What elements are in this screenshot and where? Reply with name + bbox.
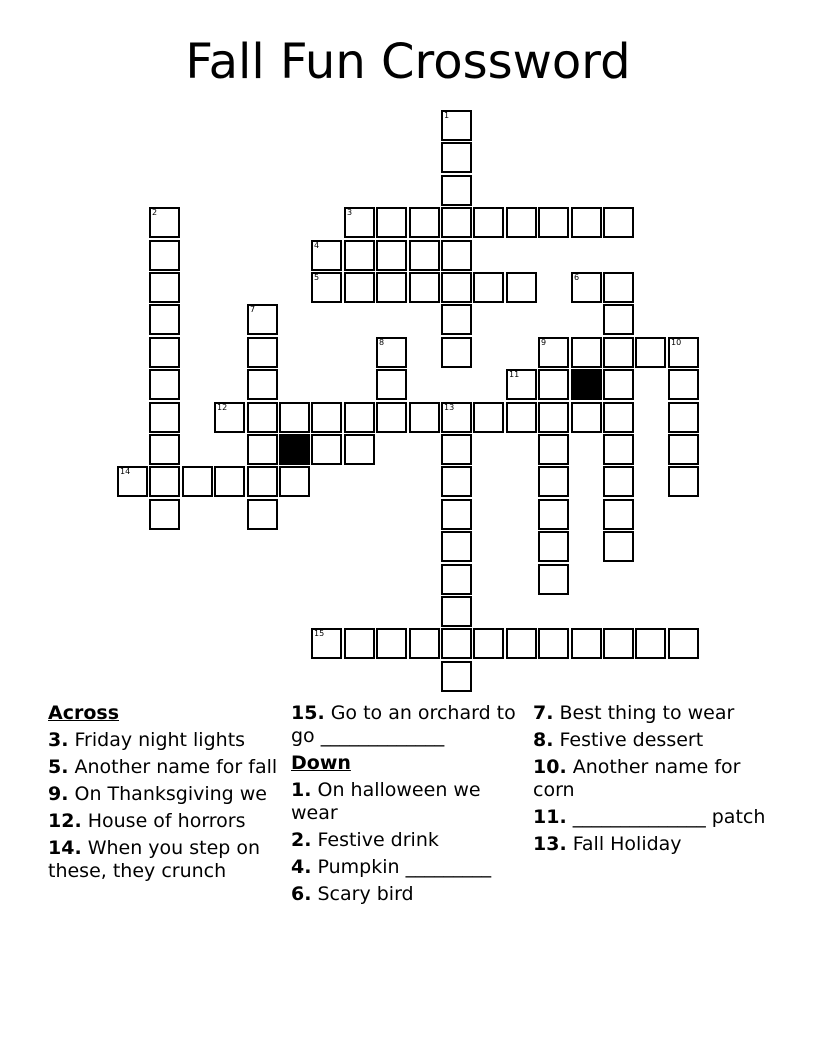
- clue-section-heading: Across: [48, 702, 120, 724]
- grid-cell[interactable]: [473, 402, 504, 433]
- grid-cell[interactable]: [603, 499, 634, 530]
- grid-cell[interactable]: [441, 337, 472, 368]
- grid-cell[interactable]: [117, 466, 148, 497]
- clue-item: [48, 810, 284, 833]
- grid-cell[interactable]: [344, 434, 375, 465]
- clue-item-text: Friday night lights: [68, 729, 246, 751]
- clue-number: 6: [574, 273, 580, 282]
- clue-item-text: Go to an orchard to go _____________: [291, 702, 516, 747]
- grid-cell[interactable]: [571, 628, 602, 659]
- grid-cell[interactable]: [149, 466, 180, 497]
- grid-cell[interactable]: [149, 337, 180, 368]
- grid-cell[interactable]: [473, 628, 504, 659]
- clue-item-text: Fall Holiday: [566, 833, 682, 855]
- clue-item: [291, 829, 527, 852]
- clues-column-1: [48, 702, 284, 887]
- grid-cell[interactable]: [409, 402, 440, 433]
- grid-cell[interactable]: [473, 207, 504, 238]
- grid-cell[interactable]: [635, 337, 666, 368]
- clue-item-number: 3.: [48, 729, 69, 751]
- grid-cell[interactable]: [668, 402, 699, 433]
- grid-cell[interactable]: [538, 337, 569, 368]
- clue-item: [291, 856, 527, 879]
- grid-cell[interactable]: [149, 207, 180, 238]
- grid-cell[interactable]: [247, 337, 278, 368]
- grid-cell[interactable]: [344, 207, 375, 238]
- grid-cell[interactable]: [538, 466, 569, 497]
- grid-cell[interactable]: [344, 628, 375, 659]
- clues-column-3: [533, 702, 769, 860]
- clue-item-text: House of horrors: [81, 810, 246, 832]
- grid-cell[interactable]: [571, 337, 602, 368]
- clue-number: 11: [509, 370, 520, 379]
- grid-cell[interactable]: [149, 434, 180, 465]
- clue-item-text: When you step on these, they crunch: [48, 837, 261, 882]
- clue-item-number: 15.: [291, 702, 325, 724]
- clue-item-number: 9.: [48, 783, 69, 805]
- grid-cell[interactable]: [279, 466, 310, 497]
- clue-number: 1: [444, 111, 450, 120]
- clue-item: [533, 702, 769, 725]
- grid-cell[interactable]: [441, 175, 472, 206]
- clue-item-number: 6.: [291, 883, 312, 905]
- page-title: Fall Fun Crossword: [185, 34, 631, 90]
- black-square: [279, 434, 310, 465]
- grid-cell[interactable]: [311, 434, 342, 465]
- grid-cell[interactable]: [409, 207, 440, 238]
- clue-item-text: Pumpkin _________: [311, 856, 492, 878]
- clue-item-number: 4.: [291, 856, 312, 878]
- grid-cell[interactable]: [603, 369, 634, 400]
- grid-cell[interactable]: [441, 304, 472, 335]
- clue-item-number: 10.: [533, 756, 567, 778]
- grid-cell[interactable]: [149, 304, 180, 335]
- grid-cell[interactable]: [603, 434, 634, 465]
- clue-item-number: 5.: [48, 756, 69, 778]
- grid-cell[interactable]: [506, 207, 537, 238]
- grid-cell[interactable]: [538, 499, 569, 530]
- grid-cell[interactable]: [538, 434, 569, 465]
- clue-item-text: Scary bird: [311, 883, 414, 905]
- grid-cell[interactable]: [441, 240, 472, 271]
- clue-number: 5: [314, 273, 320, 282]
- grid-cell[interactable]: [441, 272, 472, 303]
- clue-item: [48, 729, 284, 752]
- clue-item-text: On halloween we wear: [291, 779, 481, 824]
- grid-cell[interactable]: [668, 369, 699, 400]
- clue-item-number: 12.: [48, 810, 82, 832]
- clue-item-text: ______________ patch: [566, 806, 766, 828]
- grid-cell[interactable]: [376, 369, 407, 400]
- grid-cell[interactable]: [247, 304, 278, 335]
- grid-cell[interactable]: [247, 402, 278, 433]
- grid-cell[interactable]: [376, 628, 407, 659]
- grid-cell[interactable]: [441, 207, 472, 238]
- clue-item-text: Festive drink: [311, 829, 439, 851]
- clue-item: [291, 779, 527, 825]
- clue-number: 4: [314, 241, 320, 250]
- grid-cell[interactable]: [409, 240, 440, 271]
- clue-number: 8: [379, 338, 385, 347]
- grid-cell[interactable]: [603, 402, 634, 433]
- grid-cell[interactable]: [603, 207, 634, 238]
- grid-cell[interactable]: [311, 240, 342, 271]
- grid-cell[interactable]: [149, 240, 180, 271]
- grid-cell[interactable]: [441, 661, 472, 692]
- grid-cell[interactable]: [441, 628, 472, 659]
- clue-item: [533, 729, 769, 752]
- grid-cell[interactable]: [441, 596, 472, 627]
- grid-cell[interactable]: [376, 272, 407, 303]
- clue-item: [48, 837, 284, 883]
- grid-cell[interactable]: [668, 466, 699, 497]
- clue-item-text: Another name for fall: [68, 756, 278, 778]
- clue-item: [533, 833, 769, 856]
- grid-cell[interactable]: [182, 466, 213, 497]
- clue-item-number: 14.: [48, 837, 82, 859]
- clue-item: [48, 756, 284, 779]
- clue-item-number: 1.: [291, 779, 312, 801]
- grid-cell[interactable]: [149, 272, 180, 303]
- clue-item-text: On Thanksgiving we: [68, 783, 267, 805]
- grid-cell[interactable]: [279, 402, 310, 433]
- grid-cell[interactable]: [214, 402, 245, 433]
- grid-cell[interactable]: [571, 207, 602, 238]
- grid-cell[interactable]: [376, 240, 407, 271]
- grid-cell[interactable]: [376, 402, 407, 433]
- clue-number: 9: [541, 338, 547, 347]
- clue-number: 15: [314, 629, 325, 638]
- clue-section-heading: Down: [291, 752, 351, 774]
- grid-cell[interactable]: [473, 272, 504, 303]
- clue-item: [48, 783, 284, 806]
- clue-number: 7: [250, 305, 256, 314]
- grid-cell[interactable]: [441, 531, 472, 562]
- clue-item: [291, 702, 527, 748]
- grid-cell[interactable]: [538, 531, 569, 562]
- grid-cell[interactable]: [441, 402, 472, 433]
- clue-number: 12: [217, 403, 228, 412]
- clue-number: 10: [671, 338, 682, 347]
- grid-cell[interactable]: [214, 466, 245, 497]
- clue-number: 2: [152, 208, 158, 217]
- black-square: [571, 369, 602, 400]
- grid-cell[interactable]: [311, 272, 342, 303]
- clue-item: [533, 756, 769, 802]
- grid-cell[interactable]: [247, 466, 278, 497]
- grid-cell[interactable]: [344, 240, 375, 271]
- clue-item-number: 11.: [533, 806, 567, 828]
- clue-item-text: Best thing to wear: [553, 702, 735, 724]
- grid-cell[interactable]: [344, 272, 375, 303]
- clue-item-number: 8.: [533, 729, 554, 751]
- grid-cell[interactable]: [635, 628, 666, 659]
- grid-cell[interactable]: [311, 628, 342, 659]
- grid-cell[interactable]: [571, 272, 602, 303]
- grid-cell[interactable]: [603, 531, 634, 562]
- grid-cell[interactable]: [149, 369, 180, 400]
- grid-cell[interactable]: [311, 402, 342, 433]
- grid-cell[interactable]: [247, 434, 278, 465]
- grid-cell[interactable]: [409, 272, 440, 303]
- grid-cell[interactable]: [149, 402, 180, 433]
- clue-number: 3: [347, 208, 353, 217]
- grid-cell[interactable]: [603, 304, 634, 335]
- grid-cell[interactable]: [538, 628, 569, 659]
- grid-cell[interactable]: [571, 402, 602, 433]
- grid-cell[interactable]: [668, 337, 699, 368]
- clues-column-2: [291, 702, 527, 910]
- grid-cell[interactable]: [506, 402, 537, 433]
- grid-cell[interactable]: [603, 628, 634, 659]
- grid-cell[interactable]: [603, 466, 634, 497]
- grid-cell[interactable]: [506, 628, 537, 659]
- clue-item-number: 2.: [291, 829, 312, 851]
- grid-cell[interactable]: [603, 337, 634, 368]
- grid-cell[interactable]: [441, 434, 472, 465]
- grid-cell[interactable]: [409, 628, 440, 659]
- grid-cell[interactable]: [441, 110, 472, 141]
- grid-cell[interactable]: [441, 142, 472, 173]
- grid-cell[interactable]: [538, 402, 569, 433]
- grid-cell[interactable]: [603, 272, 634, 303]
- clue-item-text: Festive dessert: [553, 729, 704, 751]
- grid-cell[interactable]: [344, 402, 375, 433]
- grid-cell[interactable]: [506, 272, 537, 303]
- clue-item-number: 13.: [533, 833, 567, 855]
- grid-cell[interactable]: [247, 499, 278, 530]
- grid-cell[interactable]: [506, 369, 537, 400]
- grid-cell[interactable]: [668, 434, 699, 465]
- grid-cell[interactable]: [538, 369, 569, 400]
- grid-cell[interactable]: [441, 499, 472, 530]
- grid-cell[interactable]: [149, 499, 180, 530]
- clue-number: 13: [444, 403, 455, 412]
- grid-cell[interactable]: [376, 337, 407, 368]
- grid-cell[interactable]: [668, 628, 699, 659]
- grid-cell[interactable]: [376, 207, 407, 238]
- clue-item-text: Another name for corn: [533, 756, 741, 801]
- grid-cell[interactable]: [538, 564, 569, 595]
- grid-cell[interactable]: [441, 564, 472, 595]
- grid-cell[interactable]: [441, 466, 472, 497]
- grid-cell[interactable]: [247, 369, 278, 400]
- clue-item: [291, 883, 527, 906]
- clue-item: [533, 806, 769, 829]
- clue-item-number: 7.: [533, 702, 554, 724]
- clue-number: 14: [120, 467, 131, 476]
- grid-cell[interactable]: [538, 207, 569, 238]
